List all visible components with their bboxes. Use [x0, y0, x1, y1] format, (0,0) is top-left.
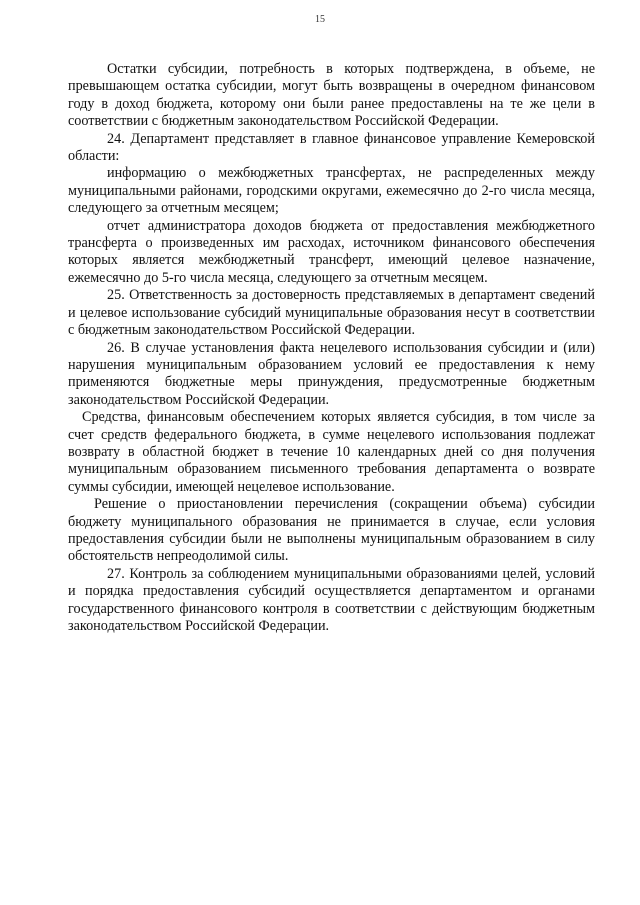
paragraph-item-27: 27. Контроль за соблюдением муниципальными образованиями целей, условий и порядка предоставления субсидий осуществляется департаментом и органами государственного финансового контроля в соответствии с действующим бюджетным законодательством Российской Федерации.	[68, 565, 595, 634]
paragraph-item-26: 26. В случае установления факта нецелевого использования субсидии и (или) нарушения муниципальным образованием условий ее предоставления к нему применяются бюджетные меры принуждения, предусмотренные бюджетным законодательством Российской Федерации.	[68, 339, 595, 408]
paragraph-funds-return: Средства, финансовым обеспечением которых является субсидия, в том числе за счет средств федерального бюджета, в сумме нецелевого использования подлежат возврату в областной бюджет в течение 10 календарных дней со дня получения муниципальным образованием письменного требования департамента о возврате суммы субсидии, имеющей нецелевое использование.	[68, 409, 595, 495]
paragraph-revenue-report: отчет администратора доходов бюджета от предоставления межбюджетного трансферта о произведенных им расходах, источником финансового обеспечения которых является межбюджетный трансферт, имеющий целевое назначение, ежемесячно до 5-го числа месяца, следующего за отчетным месяцем.	[68, 217, 595, 286]
paragraph-subsidy-remainder: Остатки субсидии, потребность в которых подтверждена, в объеме, не превышающем остатка субсидии, могут быть возвращены в очередном финансовом году в доход бюджета, которому они были ранее предоставлены на те же цели в соответствии с бюджетным законодательством Российской Федерации.	[68, 61, 595, 130]
paragraph-transfers-info: информацию о межбюджетных трансфертах, не распределенных между муниципальными районами, городскими округами, ежемесячно до 2-го числа месяца, следующего за отчетным месяцем;	[68, 165, 595, 217]
paragraph-item-24: 24. Департамент представляет в главное финансовое управление Кемеровской области:	[68, 130, 595, 165]
document-body	[68, 61, 595, 635]
page-number: 15	[315, 14, 325, 25]
paragraph-item-25: 25. Ответственность за достоверность представляемых в департамент сведений и целевое использование субсидий муниципальные образования несут в соответствии с бюджетным законодательством Российской Федерации.	[68, 287, 595, 339]
paragraph-suspension-decision: Решение о приостановлении перечисления (сокращении объема) субсидии бюджету муниципального образования не принимается в случае, если условия предоставления субсидии были не выполнены муниципальным образованием в силу обстоятельств непреодолимой силы.	[68, 496, 595, 565]
